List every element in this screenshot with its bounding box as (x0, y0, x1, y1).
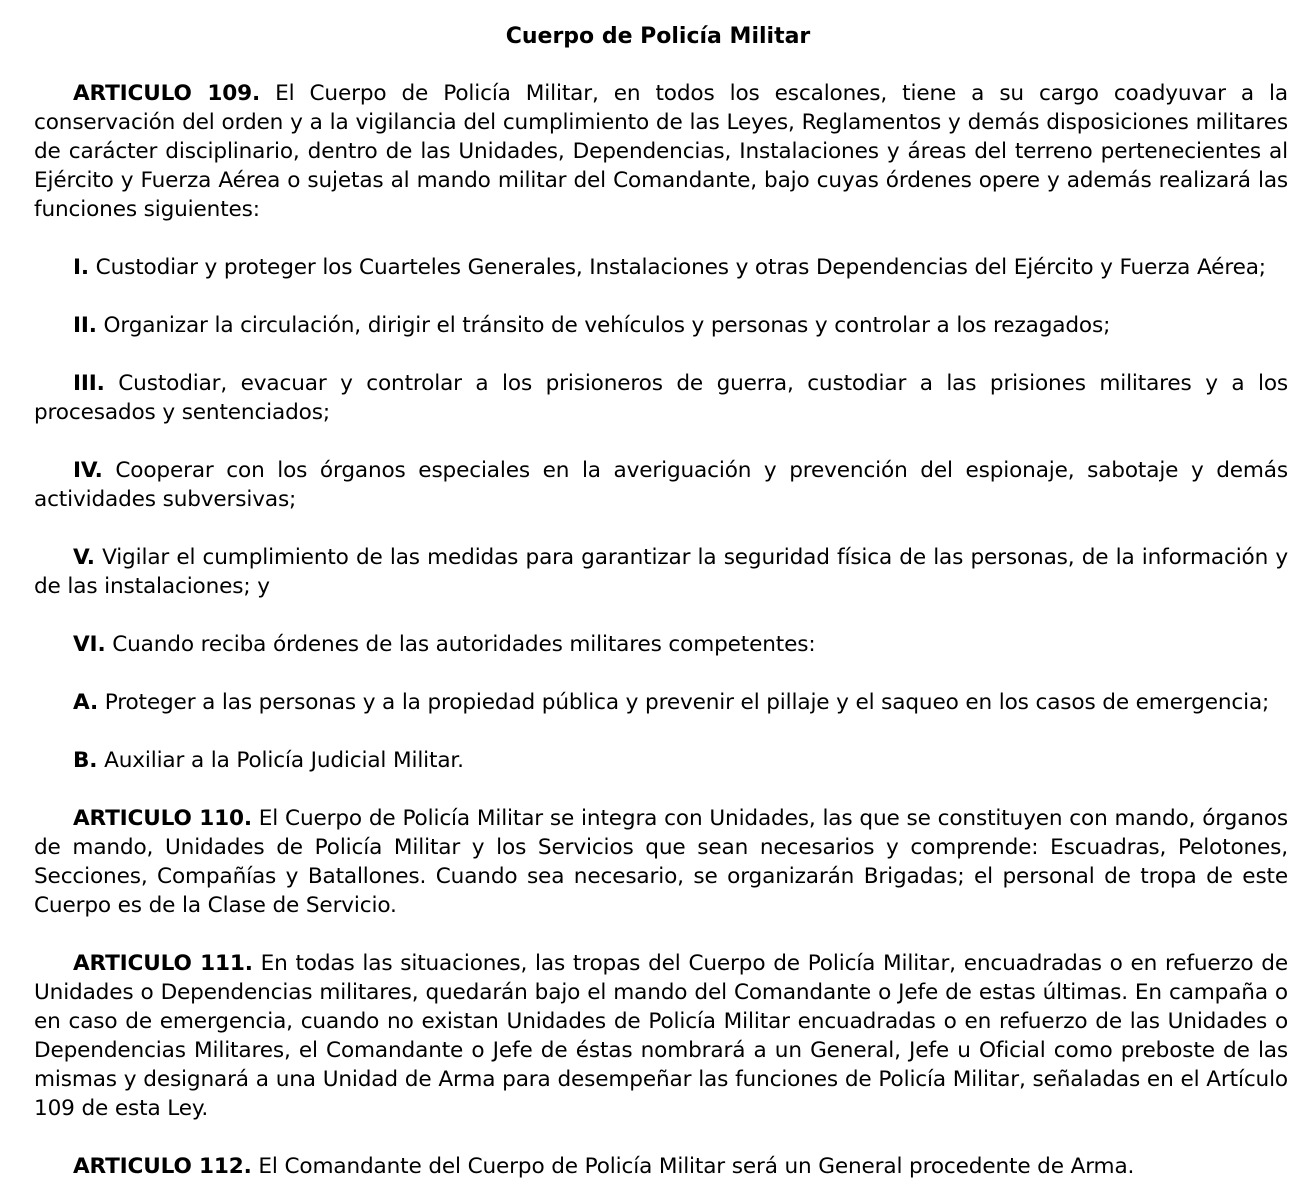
article-110-label: ARTICULO 110. (73, 806, 252, 831)
fraction-iv-text: Cooperar con los órganos especiales en la averiguación y prevención del espionaje, sabotaje y demás actividades subversivas; (34, 458, 1288, 512)
subsection-b-text: Auxiliar a la Policía Judicial Militar. (97, 748, 464, 773)
fraction-i-text: Custodiar y proteger los Cuarteles Generales, Instalaciones y otras Dependencias del Ejército y Fuerza Aérea; (88, 255, 1266, 280)
article-110-paragraph (34, 804, 1288, 920)
article-109-text: El Cuerpo de Policía Militar, en todos los escalones, tiene a su cargo coadyuvar a la conservación del orden y a la vigilancia del cumplimiento de las Leyes, Reglamentos y demás disposiciones militares de carácter disciplinario, dentro de las Unidades, Dependencias, Instalaciones y áreas del terreno pertenecientes al Ejército y Fuerza Aérea o sujetas al mando militar del Comandante, bajo cuyas órdenes opere y además realizará las funciones siguientes: (34, 81, 1288, 222)
fraction-iii-paragraph (34, 369, 1288, 427)
fraction-i-paragraph (34, 253, 1288, 282)
subsection-b-paragraph (34, 746, 1288, 775)
fraction-vi-text: Cuando reciba órdenes de las autoridades militares competentes: (105, 632, 816, 657)
fraction-iii-label: III. (73, 371, 105, 396)
article-110-text: El Cuerpo de Policía Militar se integra con Unidades, las que se constituyen con mando, órganos de mando, Unidades de Policía Militar y los Servicios que sean necesarios y comprende: Escuadras, Pelotones, Secciones, Compañías y Batallones. Cuando sea necesario, se organizarán Brigadas; el personal de tropa de este Cuerpo es de la Clase de Servicio. (34, 806, 1288, 918)
fraction-iv-label: IV. (73, 458, 103, 483)
fraction-ii-label: II. (73, 313, 97, 338)
article-112-text: El Comandante del Cuerpo de Policía Militar será un General procedente de Arma. (251, 1154, 1135, 1179)
subsection-a-label: A. (73, 690, 99, 715)
subsection-a-paragraph (34, 688, 1288, 717)
fraction-vi-paragraph (34, 630, 1288, 659)
fraction-vi-label: VI. (73, 632, 106, 657)
article-109-paragraph (34, 79, 1288, 224)
article-111-label: ARTICULO 111. (73, 951, 253, 976)
subsection-a-text: Proteger a las personas y a la propiedad pública y prevenir el pillaje y el saqueo en los casos de emergencia; (98, 690, 1270, 715)
fraction-ii-text: Organizar la circulación, dirigir el tránsito de vehículos y personas y controlar a los rezagados; (96, 313, 1111, 338)
fraction-v-text: Vigilar el cumplimiento de las medidas para garantizar la seguridad física de las personas, de la información y de las instalaciones; y (34, 545, 1288, 599)
article-112-label: ARTICULO 112. (73, 1154, 252, 1179)
article-112-paragraph (34, 1152, 1288, 1181)
fraction-iii-text: Custodiar, evacuar y controlar a los prisioneros de guerra, custodiar a las prisiones militares y a los procesados y sentenciados; (34, 371, 1288, 425)
article-111-text: En todas las situaciones, las tropas del Cuerpo de Policía Militar, encuadradas o en refuerzo de Unidades o Dependencias militares, quedarán bajo el mando del Comandante o Jefe de estas últimas. En campaña o en caso de emergencia, cuando no existan Unidades de Policía Militar encuadradas o en refuerzo de las Unidades o Dependencias Militares, el Comandante o Jefe de éstas nombrará a un General, Jefe u Oficial como preboste de las mismas y designará a una Unidad de Arma para desempeñar las funciones de Policía Militar, señaladas en el Artículo 109 de esta Ley. (34, 951, 1288, 1121)
fraction-ii-paragraph (34, 311, 1288, 340)
fraction-v-paragraph (34, 543, 1288, 601)
fraction-iv-paragraph (34, 456, 1288, 514)
article-109-label: ARTICULO 109. (73, 81, 261, 106)
section-title: Cuerpo de Policía Militar (505, 24, 811, 49)
article-111-paragraph (34, 949, 1288, 1123)
fraction-v-label: V. (73, 545, 95, 570)
fraction-i-label: I. (73, 255, 89, 280)
subsection-b-label: B. (73, 748, 98, 773)
